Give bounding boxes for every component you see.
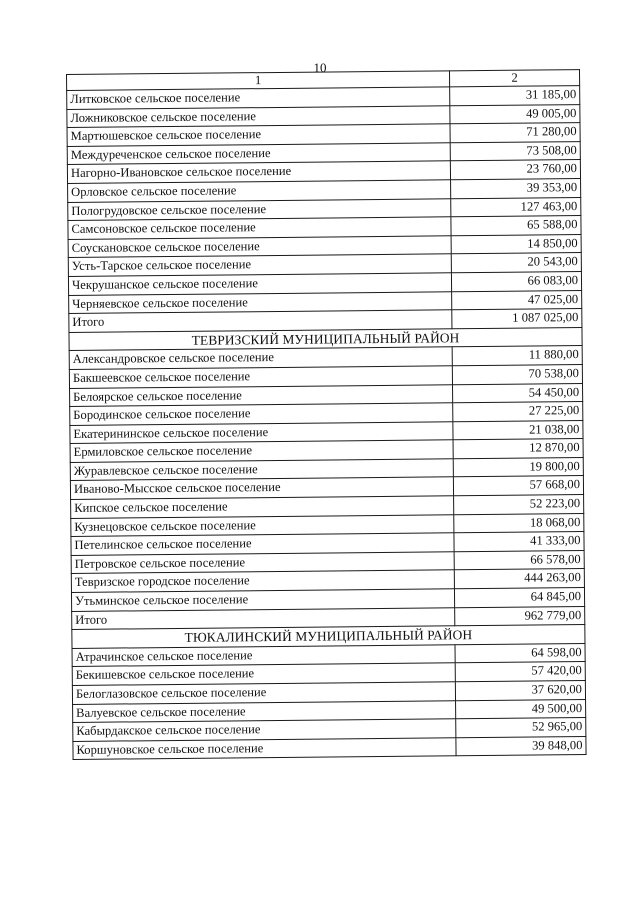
amount-value: 49 005,00 [450,104,580,124]
column-header-1: 1 [67,71,450,91]
settlement-name: Екатерининское сельское поселение [70,421,453,443]
settlement-name: Петелинское сельское поселение [71,533,454,555]
amount-value: 66 578,00 [454,550,584,570]
amount-value: 39 848,00 [456,736,586,756]
amount-value: 49 500,00 [456,699,586,719]
budget-table-container [66,69,587,760]
settlement-name: Самсоновское сельское поселение [68,217,451,239]
column-header-2: 2 [449,70,579,87]
settlement-name: Коршуновское сельское поселение [73,738,456,760]
amount-value: 37 620,00 [455,681,585,701]
settlement-name: Кабырдакское сельское поселение [73,719,456,741]
total-label: Итого [72,607,455,629]
settlement-name: Бородинское сельское поселение [70,403,453,425]
settlement-name: Чекрушанское сельское поселение [68,273,451,295]
settlement-name: Ермиловское сельское поселение [70,440,453,462]
amount-value: 39 353,00 [451,179,581,199]
amount-value: 47 025,00 [452,290,582,310]
amount-value: 70 538,00 [452,364,582,384]
settlement-name: Петровское сельское поселение [71,552,454,574]
amount-value: 27 225,00 [453,402,583,422]
amount-value: 12 870,00 [453,439,583,459]
amount-value: 52 965,00 [456,718,586,738]
total-amount: 962 779,00 [455,606,585,626]
amount-value: 64 598,00 [455,643,585,663]
page-number: 10 [313,60,327,75]
amount-value: 57 420,00 [455,662,585,682]
amount-value: 14 850,00 [451,234,581,254]
amount-value: 71 280,00 [450,123,580,143]
district-title: ТЕВРИЗСКИЙ МУНИЦИПАЛЬНЫЙ РАЙОН [69,327,582,351]
settlement-name: Ложниковское сельское поселение [67,105,450,127]
settlement-name: Черняевское сельское поселение [69,291,452,313]
amount-value: 444 263,00 [454,569,584,589]
settlement-name: Междуреченское сельское поселение [67,143,450,165]
settlement-name: Белоярское сельское поселение [70,384,453,406]
settlement-name: Атрачинское сельское поселение [72,645,455,667]
settlement-name: Белоглазовское сельское поселение [72,682,455,704]
amount-value: 19 800,00 [453,457,583,477]
settlement-name: Журавлевское сельское поселение [70,459,453,481]
amount-value: 21 038,00 [453,420,583,440]
settlement-name: Соускановское сельское поселение [68,236,451,258]
amount-value: 73 508,00 [450,141,580,161]
total-amount: 1 087 025,00 [452,309,582,329]
amount-value: 64 845,00 [454,588,584,608]
settlement-name: Тевризское городское поселение [71,570,454,592]
settlement-name: Пологрудовское сельское поселение [68,198,451,220]
amount-value: 11 880,00 [452,346,582,366]
amount-value: 31 185,00 [450,86,580,106]
settlement-name: Бакшеевское сельское поселение [69,366,452,388]
amount-value: 41 333,00 [454,532,584,552]
settlement-name: Иваново-Мысское сельское поселение [70,477,453,499]
budget-distribution-table [66,69,587,760]
settlement-name: Александровское сельское поселение [69,347,452,369]
settlement-name: Утьминское сельское поселение [71,589,454,611]
settlement-name: Орловское сельское поселение [68,180,451,202]
settlement-name: Кузнецовское сельское поселение [71,514,454,536]
settlement-name: Валуевское сельское поселение [73,700,456,722]
amount-value: 57 668,00 [453,476,583,496]
settlement-name: Литковское сельское поселение [67,87,450,109]
district-title: ТЮКАЛИНСКИЙ МУНИЦИПАЛЬНЫЙ РАЙОН [72,625,585,649]
amount-value: 23 760,00 [450,160,580,180]
settlement-name: Усть-Тарское сельское поселение [68,254,451,276]
amount-value: 54 450,00 [452,383,582,403]
settlement-name: Бекишевское сельское поселение [72,663,455,685]
settlement-name: Мартюшевское сельское поселение [67,124,450,146]
amount-value: 66 083,00 [451,271,581,291]
settlement-name: Кипское сельское поселение [71,496,454,518]
amount-value: 20 543,00 [451,253,581,273]
amount-value: 127 463,00 [451,197,581,217]
amount-value: 18 068,00 [454,513,584,533]
settlement-name: Нагорно-Ивановское сельское поселение [67,161,450,183]
amount-value: 52 223,00 [454,495,584,515]
amount-value: 65 588,00 [451,216,581,236]
total-label: Итого [69,310,452,332]
